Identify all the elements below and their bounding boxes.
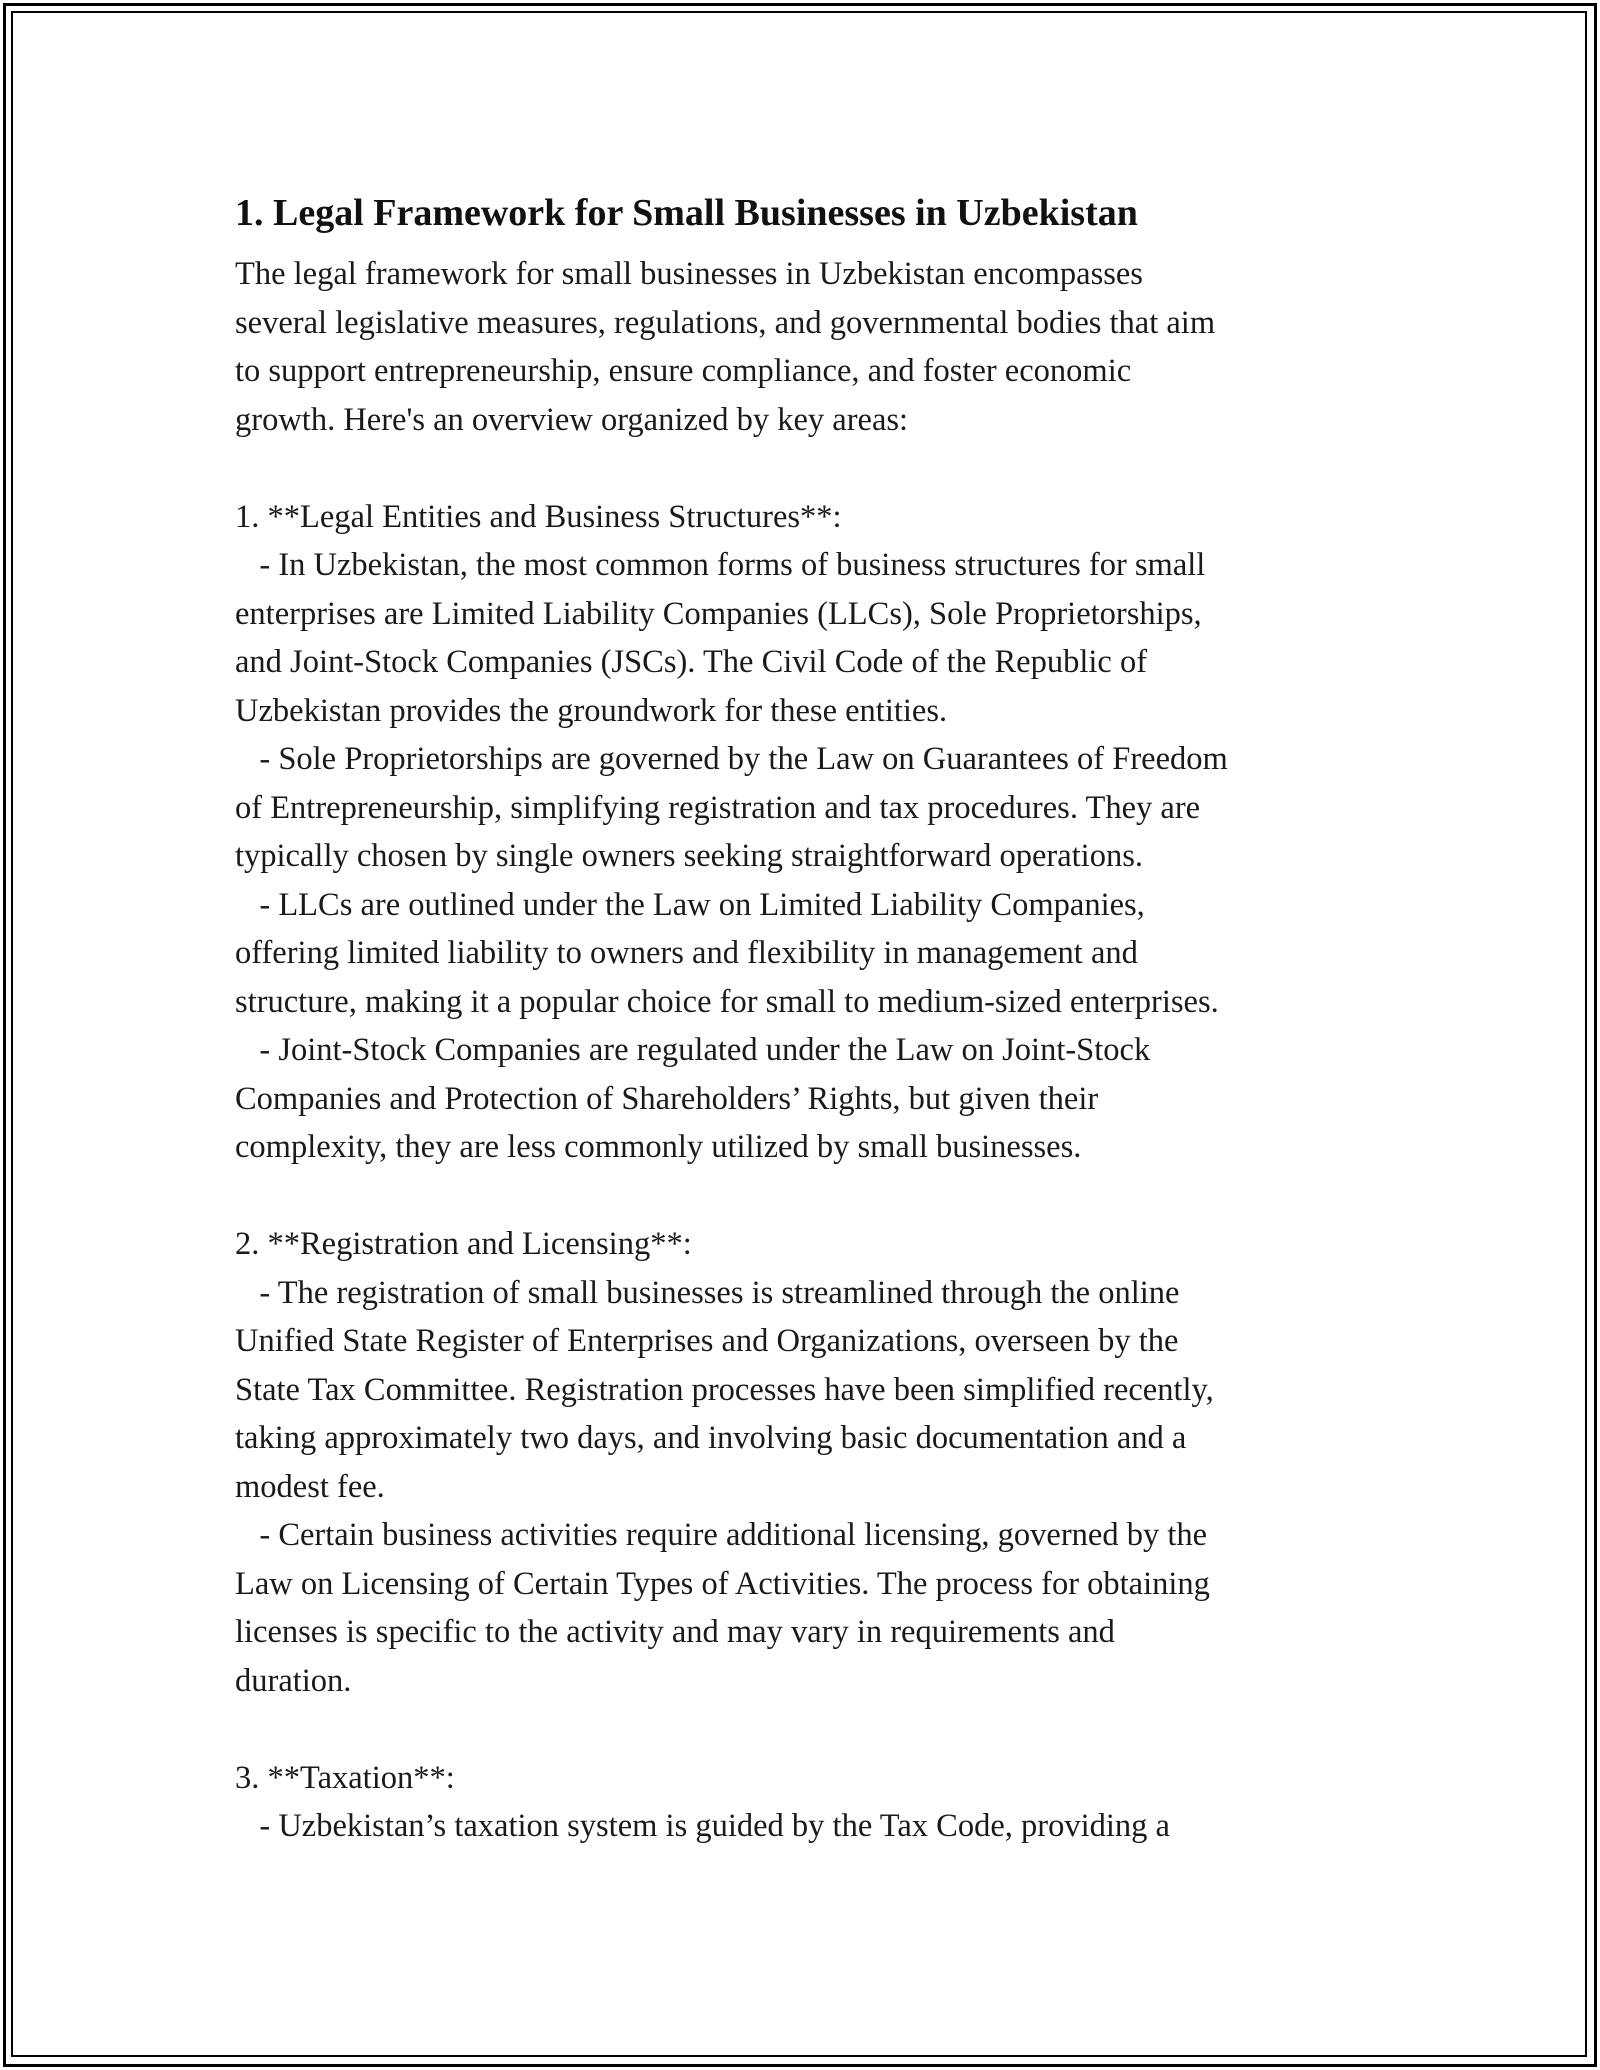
document-body [235,250,1365,1851]
text-line: - In Uzbekistan, the most common forms of business structures for small [235,547,1206,583]
text-line: 3. **Taxation**: [235,1759,455,1796]
text-line: - Sole Proprietorships are governed by the Law on Guarantees of Freedom [235,741,1228,777]
text-line: and Joint-Stock Companies (JSCs). The Civil Code of the Republic of [235,644,1148,680]
text-line: 1. **Legal Entities and Business Structures**: [235,498,842,535]
text-line: to support entrepreneurship, ensure compliance, and foster economic [235,353,1132,389]
text-line: Companies and Protection of Shareholders’ Rights, but given their [235,1080,1099,1117]
text-line: - Certain business activities require additional licensing, governed by the [235,1517,1208,1553]
text-line: typically chosen by single owners seeking straightforward operations. [235,838,1143,874]
text-line: modest fee. [235,1468,385,1505]
section-heading: 1. Legal Framework for Small Businesses in Uzbekistan [235,192,1138,234]
text-line: offering limited liability to owners and flexibility in management and [235,935,1138,971]
text-line: complexity, they are less commonly utilized by small businesses. [235,1129,1082,1165]
text-line: several legislative measures, regulations, and governmental bodies that aim [235,304,1216,341]
blank-line [235,444,1365,493]
text-line: Law on Licensing of Certain Types of Activities. The process for obtaining [235,1565,1210,1602]
text-line: Unified State Register of Enterprises and Organizations, overseen by the [235,1323,1179,1359]
text-line: licenses is specific to the activity and may vary in requirements and [235,1614,1115,1650]
document-page [235,186,1365,1851]
text-line: The legal framework for small businesses in Uzbekistan encompasses [235,256,1143,292]
text-line: State Tax Committee. Registration processes have been simplified recently, [235,1371,1214,1408]
text-line: - The registration of small businesses is streamlined through the online [235,1274,1180,1311]
blank-line [235,1172,1365,1221]
text-line: growth. Here's an overview organized by key areas: [235,401,909,438]
blank-line [235,1705,1365,1754]
text-line: 2. **Registration and Licensing**: [235,1226,692,1262]
text-line: taking approximately two days, and involving basic documentation and a [235,1420,1187,1456]
text-line: Uzbekistan provides the groundwork for these entities. [235,692,948,729]
text-line: - Uzbekistan’s taxation system is guided by the Tax Code, providing a [235,1808,1170,1844]
text-line: - LLCs are outlined under the Law on Limited Liability Companies, [235,886,1145,923]
text-line: structure, making it a popular choice for small to medium-sized enterprises. [235,983,1219,1020]
text-line: duration. [235,1662,352,1699]
text-line: - Joint-Stock Companies are regulated under the Law on Joint-Stock [235,1032,1151,1068]
text-line: enterprises are Limited Liability Companies (LLCs), Sole Proprietorships, [235,595,1202,632]
text-line: of Entrepreneurship, simplifying registration and tax procedures. They are [235,789,1201,826]
